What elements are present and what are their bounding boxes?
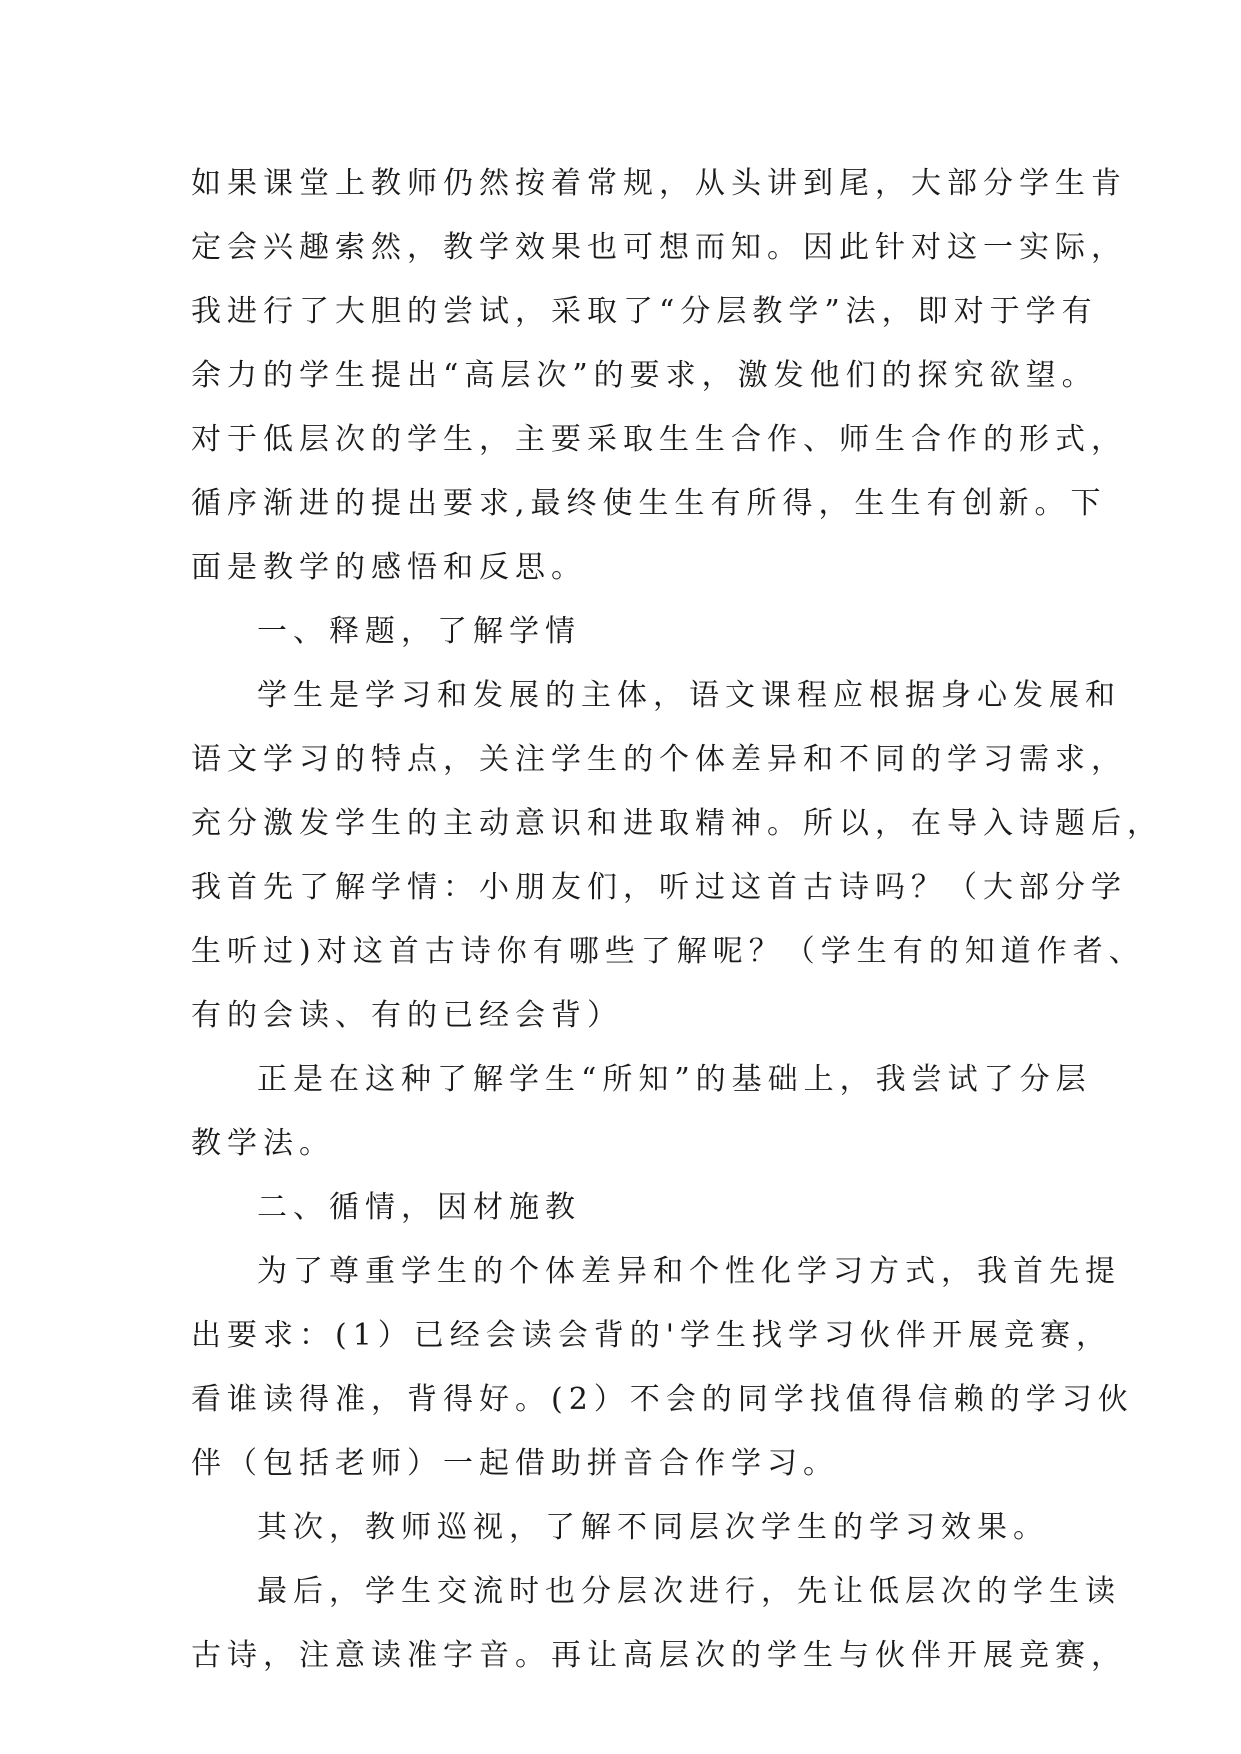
text-line: 学生是学习和发展的主体，语文课程应根据身心发展和 [257, 678, 1121, 713]
text-line: 为了尊重学生的个体差异和个性化学习方式，我首先提 [257, 1254, 1121, 1289]
text-line: 如果课堂上教师仍然按着常规，从头讲到尾，大部分学生肯 [191, 166, 1127, 201]
section-heading-1: 一、释题，了解学情 [257, 614, 581, 649]
text-line: 其次，教师巡视，了解不同层次学生的学习效果。 [257, 1510, 1049, 1545]
text-line: 语文学习的特点，关注学生的个体差异和不同的学习需求， [191, 742, 1127, 777]
text-line: 循序渐进的提出要求,最终使生生有所得，生生有创新。下 [191, 486, 1107, 521]
text-line: 教学法。 [191, 1126, 335, 1161]
text-line: 我首先了解学情：小朋友们，听过这首古诗吗？（大部分学 [191, 870, 1127, 905]
text-line: 面是教学的感悟和反思。 [191, 550, 587, 585]
text-line: 对于低层次的学生，主要采取生生合作、师生合作的形式， [191, 422, 1127, 457]
section-heading-2: 二、循情，因材施教 [257, 1190, 581, 1225]
text-line: 伴（包括老师）一起借助拼音合作学习。 [191, 1446, 839, 1481]
text-line: 我进行了大胆的尝试，采取了“分层教学”法，即对于学有 [191, 294, 1098, 329]
document-page [191, 152, 1163, 1688]
text-line: 生听过)对这首古诗你有哪些了解呢？（学生有的知道作者、 [191, 934, 1145, 969]
text-line: 最后，学生交流时也分层次进行，先让低层次的学生读 [257, 1574, 1121, 1609]
text-line: 正是在这种了解学生“所知”的基础上，我尝试了分层 [257, 1062, 1092, 1097]
text-line: 充分激发学生的主动意识和进取精神。所以，在导入诗题后， [191, 806, 1163, 841]
text-line: 余力的学生提出“高层次”的要求，激发他们的探究欲望。 [191, 358, 1098, 393]
text-line: 有的会读、有的已经会背） [191, 998, 623, 1033]
text-line: 出要求：(1）已经会读会背的'学生找学习伙伴开展竞赛， [191, 1318, 1113, 1353]
text-line: 定会兴趣索然，教学效果也可想而知。因此针对这一实际， [191, 230, 1127, 265]
text-line: 看谁读得准，背得好。(2）不会的同学找值得信赖的学习伙 [191, 1382, 1134, 1417]
text-line: 古诗，注意读准字音。再让高层次的学生与伙伴开展竞赛， [191, 1638, 1127, 1673]
